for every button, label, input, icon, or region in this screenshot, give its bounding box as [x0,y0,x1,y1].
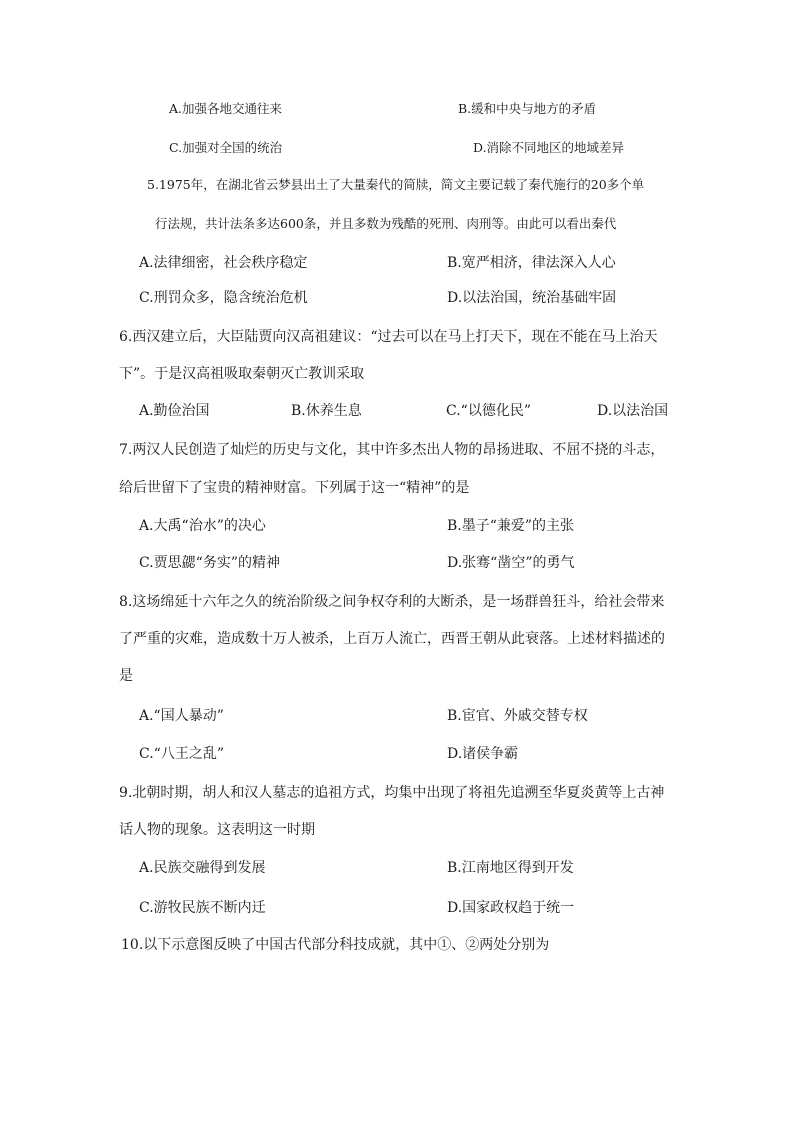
q5-stem-line-2: 行法规，共计法条多达600条，并且多数为残酷的死刑、肉刑等。由此可以看出秦代 [155,216,617,231]
q7-option-b: B.墨子“兼爱”的主张 [447,518,575,534]
q7-option-c: C.贾思勰“务实”的精神 [139,555,280,571]
q6-option-d: D.以法治国 [597,403,669,419]
q7-stem-line-2: 给后世留下了宝贵的精神财富。下列属于这一“精神”的是 [119,480,470,496]
q4-option-a: A.加强各地交通往来 [169,101,283,116]
q8-stem-line-1: 8.这场绵延十六年之久的统治阶级之间争权夺利的大断杀，是一场群兽狂斗，给社会带来 [119,594,665,610]
q7-option-a: A.大禹“治水”的决心 [139,518,266,534]
q8-stem-line-2: 了严重的灾难，造成数十万人被杀，上百万人流亡，西晋王朝从此衰落。上述材料描述的 [119,631,665,647]
q5-stem-line-1: 5.1975年，在湖北省云梦县出土了大量秦代的简牍，简文主要记载了秦代施行的20多个单 [147,177,645,192]
q9-option-a: A.民族交融得到发展 [139,860,266,876]
q4-option-b: B.缓和中央与地方的矛盾 [458,101,597,116]
q6-stem-line-2: 下”。于是汉高祖吸取秦朝灭亡教训采取 [119,366,365,382]
q8-option-a: A.“国人暴动” [139,708,224,724]
q10-stem-line-1: 10.以下示意图反映了中国古代部分科技成就，其中①、②两处分别为 [121,937,550,953]
q8-stem-line-3: 是 [119,668,133,684]
q4-option-d: D.消除不同地区的地域差异 [473,140,625,155]
q5-option-a: A.法律细密，社会秩序稳定 [139,255,308,271]
q6-stem-line-1: 6.西汉建立后，大臣陆贾向汉高祖建议：“过去可以在马上打天下，现在不能在马上治天 [119,329,658,345]
q5-option-d: D.以法治国，统治基础牢固 [447,290,617,306]
q6-option-c: C.“以德化民” [446,403,531,419]
q5-option-c: C.刑罚众多，隐含统治危机 [139,290,308,306]
q7-option-d: D.张骞“凿空”的勇气 [447,555,575,571]
q9-stem-line-1: 9.北朝时期，胡人和汉人墓志的追祖方式，均集中出现了将祖先追溯至华夏炎黄等上古神 [119,785,665,801]
q6-option-b: B.休养生息 [291,403,362,419]
q4-option-c: C.加强对全国的统治 [169,140,283,155]
q6-option-a: A.勤俭治国 [139,403,210,419]
q5-option-b: B.宽严相济，律法深入人心 [447,255,616,271]
q8-option-d: D.诸侯争霸 [447,746,519,762]
q8-option-c: C.“八王之乱” [139,746,224,762]
q7-stem-line-1: 7.两汉人民创造了灿烂的历史与文化，其中许多杰出人物的昂扬进取、不屈不挠的斗志， [119,442,665,458]
q9-option-d: D.国家政权趋于统一 [447,900,575,916]
q9-option-c: C.游牧民族不断内迁 [139,900,266,916]
q8-option-b: B.宦官、外戚交替专权 [447,708,588,724]
q9-option-b: B.江南地区得到开发 [447,860,574,876]
q9-stem-line-2: 话人物的现象。这表明这一时期 [119,822,315,838]
